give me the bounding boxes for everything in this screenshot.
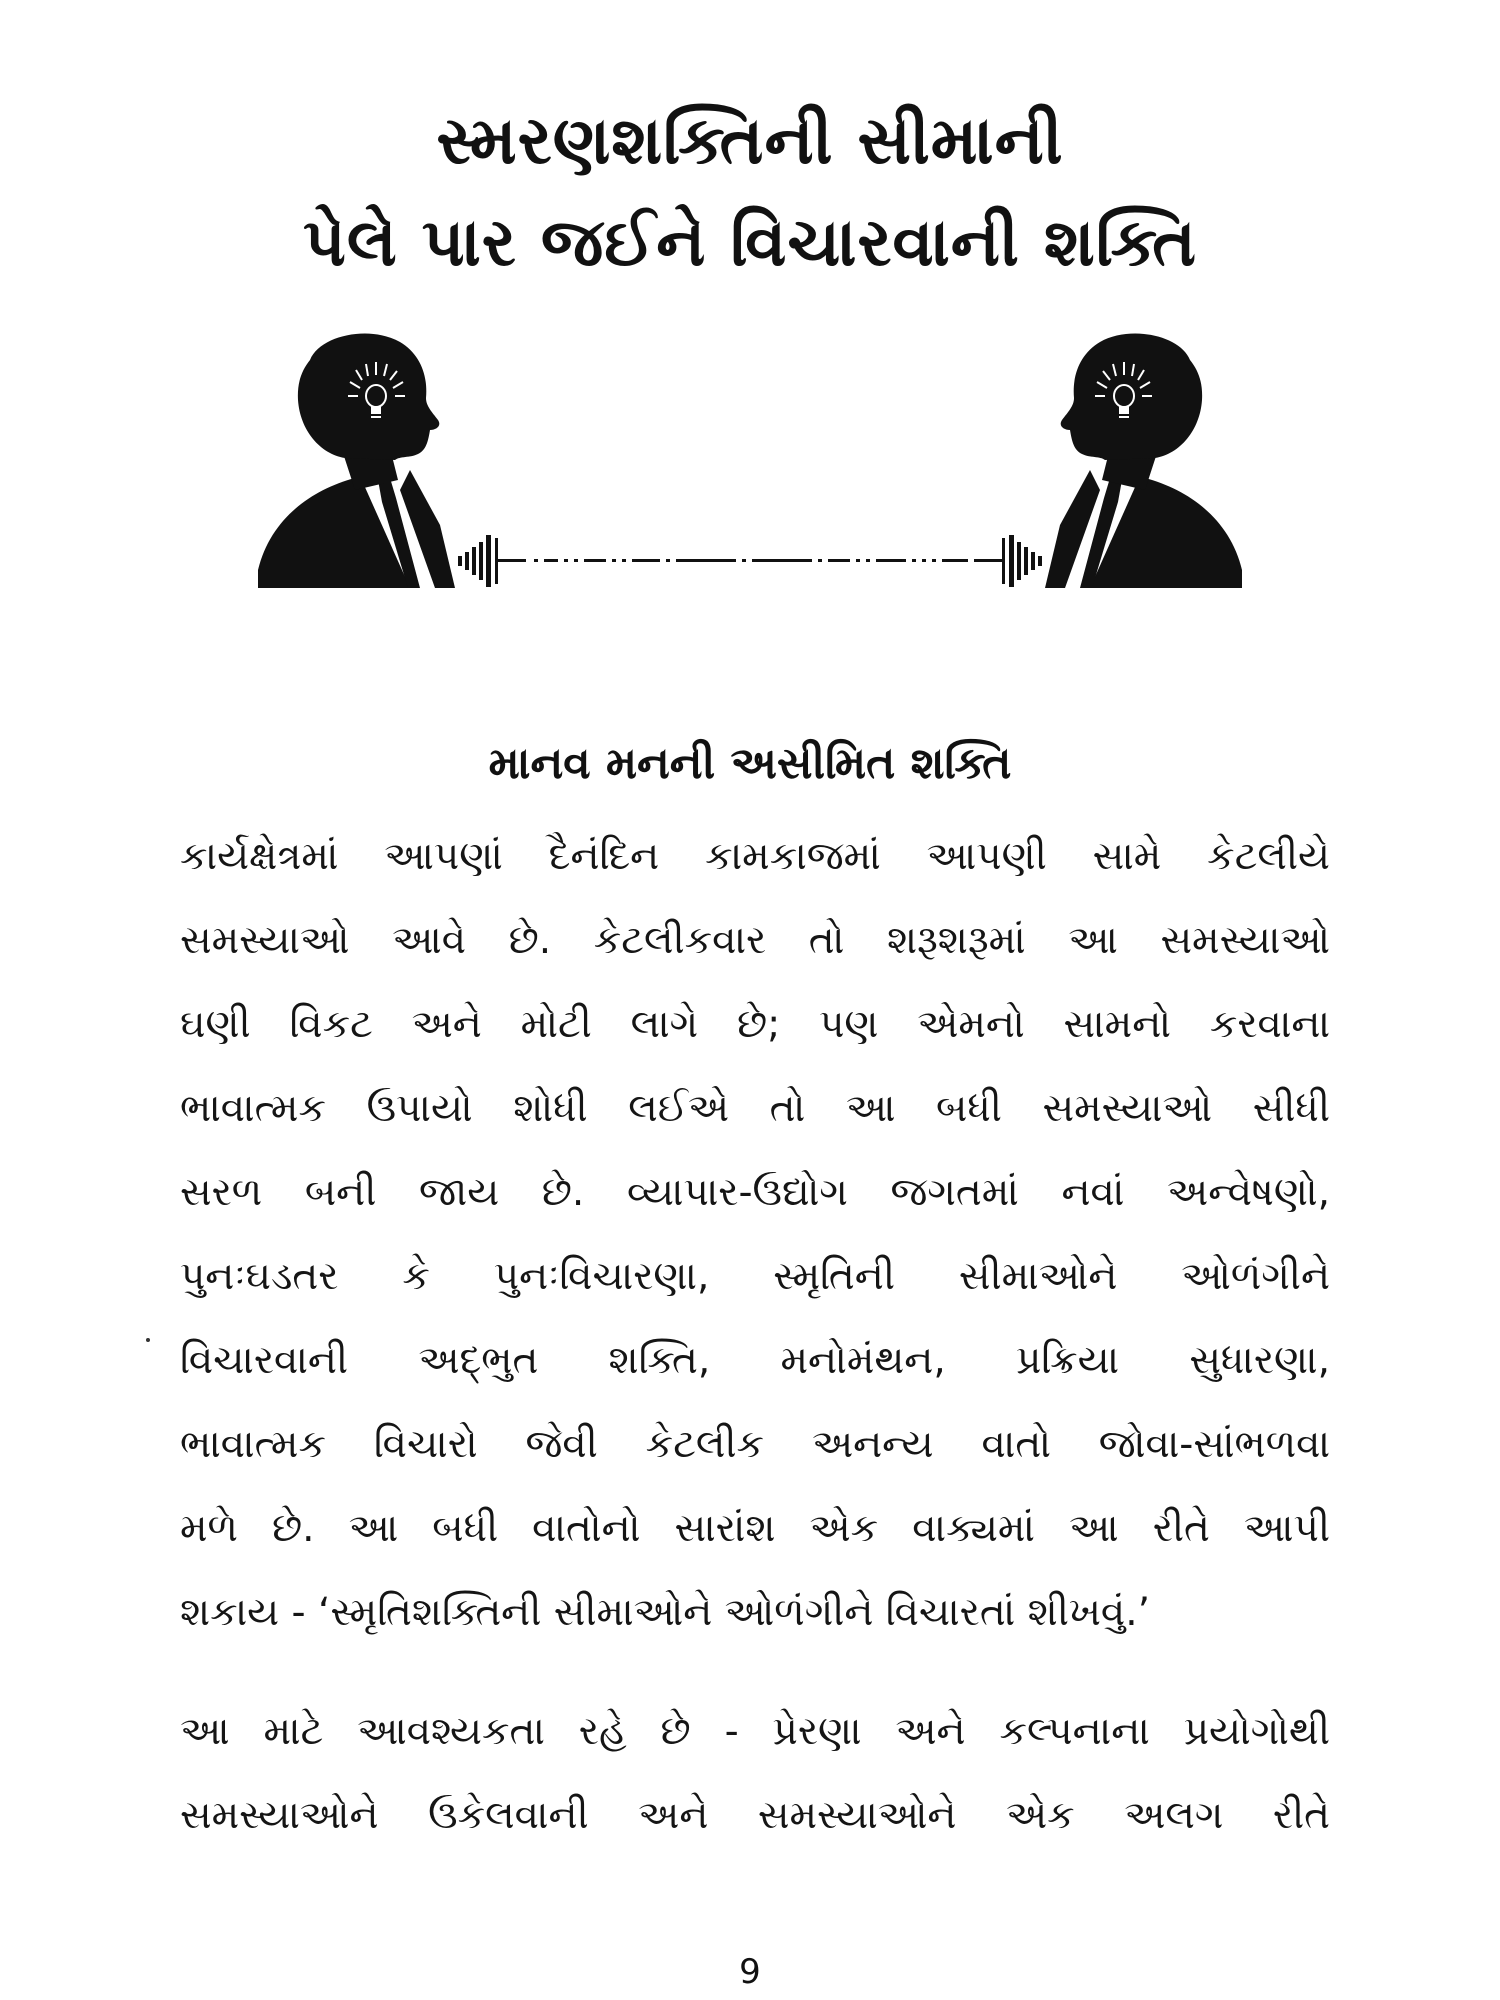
communication-illustration <box>250 330 1250 590</box>
right-person-icon <box>1045 334 1242 588</box>
paragraph-line: ઘણી વિકટ અને મોટી લાગે છે; પણ એમનો સામનો કરવાના <box>180 1002 1330 1047</box>
paragraph-line: સમસ્યાઓ આવે છે. કેટલીકવાર તો શરૂશરૂમાં આ સમસ્યાઓ <box>180 918 1330 963</box>
paragraph-2 <box>180 1690 1330 1858</box>
left-person-icon <box>258 334 455 588</box>
paragraph-line: સમસ્યાઓને ઉકેલવાની અને સમસ્યાઓને એક અલગ રીતે <box>180 1793 1330 1838</box>
paragraph-1 <box>180 815 1330 1655</box>
paragraph-line: ભાવાત્મક ઉપાયો શોધી લઈએ તો આ બધી સમસ્યાઓ સીધી <box>180 1086 1330 1131</box>
section-heading: માનવ મનની અસીમિત શક્તિ <box>488 738 1012 789</box>
paragraph-line: કાર્યક્ષેત્રમાં આપણાં દૈનંદિન કામકાજમાં આપણી સામે કેટલીયે <box>180 834 1330 879</box>
page-title-line-2: પેલે પાર જઈને વિચારવાની શક્તિ <box>303 204 1197 281</box>
paragraph-line: ભાવાત્મક વિચારો જેવી કેટલીક અનન્ય વાતો જોવા-સાંભળવા <box>180 1422 1330 1467</box>
page-number: 9 <box>739 1952 761 1992</box>
paragraph-line: પુનઃઘડતર કે પુનઃવિચારણા, સ્મૃતિની સીમાઓને ઓળંગીને <box>180 1254 1330 1299</box>
page-title-line-1: સ્મરણશક્તિની સીમાની <box>436 102 1064 179</box>
paragraph-line: મળે છે. આ બધી વાતોનો સારાંશ એક વાક્યમાં આ રીતે આપી <box>180 1506 1330 1551</box>
sound-wave-connector-icon <box>458 535 1042 587</box>
paragraph-line: સરળ બની જાય છે. વ્યાપાર-ઉદ્યોગ જગતમાં નવાં અન્વેષણો, <box>180 1170 1330 1215</box>
paragraph-line: શકાય - ‘સ્મૃતિશક્તિની સીમાઓને ઓળંગીને વિચારતાં શીખવું.’ <box>180 1590 1150 1635</box>
paragraph-line: વિચારવાની અદ્ભુત શક્તિ, મનોમંથન, પ્રક્રિયા સુધારણા, <box>180 1338 1330 1383</box>
stray-ink-mark <box>146 1338 150 1342</box>
paragraph-line: આ માટે આવશ્યકતા રહે છે - પ્રેરણા અને કલ્પનાના પ્રયોગોથી <box>180 1709 1330 1754</box>
